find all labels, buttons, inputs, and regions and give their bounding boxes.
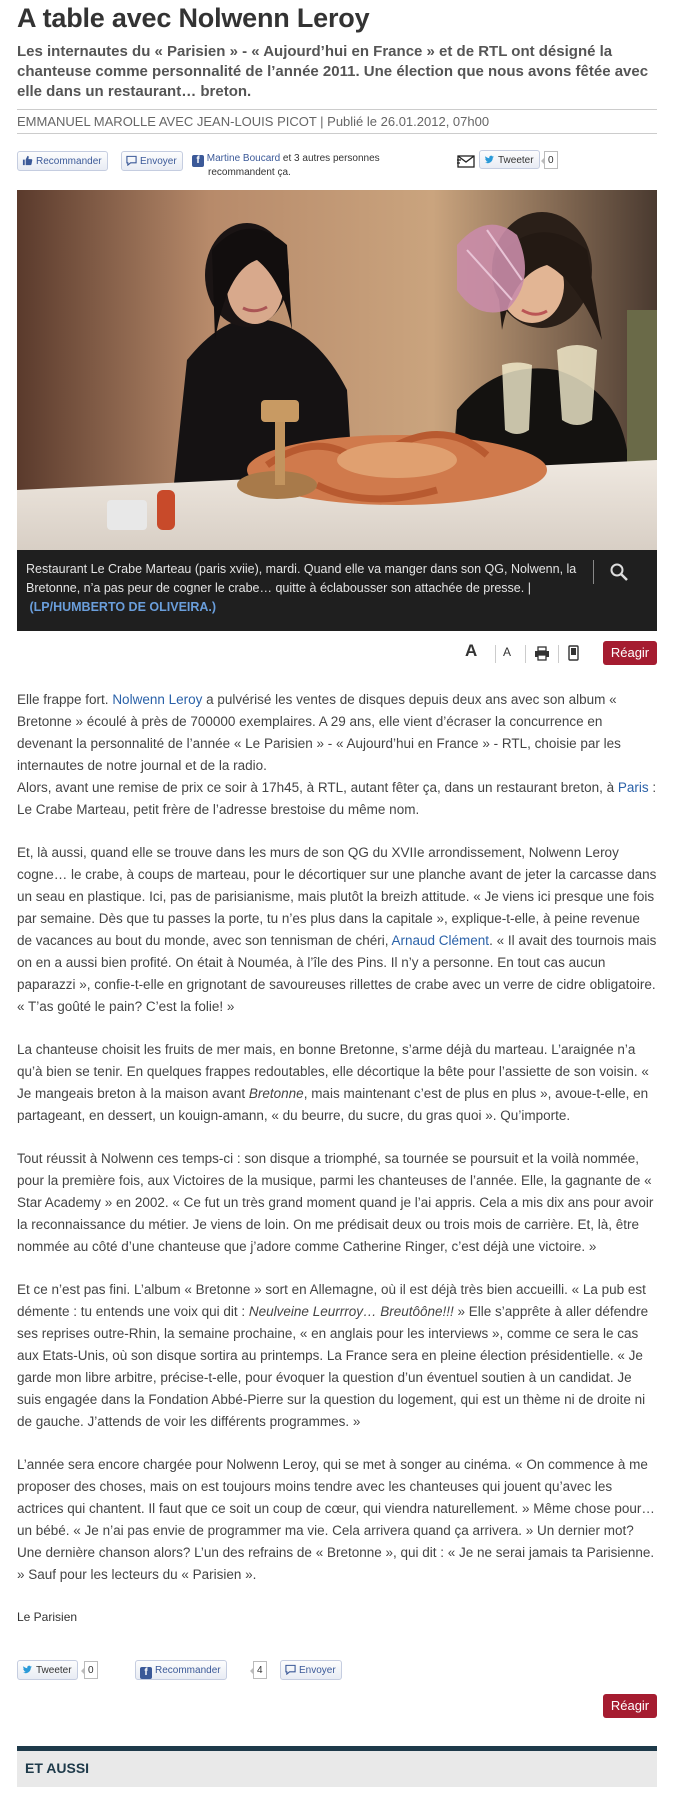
text-run: Et ce n’est pas fini. L’album « Bretonne » sort en Allemagne, où il est déjà très bien accueilli. « La pub est démente : tu entends une voix qui dit : xyxy=(17,1282,646,1319)
print-icon[interactable] xyxy=(534,646,550,661)
paragraph: L’année sera encore chargée pour Nolwenn Leroy, qui se met à songer au cinéma. « On commence à me proposer des choses, mais on est toujours moins tendre avec les chanteuses qui jouent qu’avec les actrices qui chantent. Il faut que ce soit un coup de cœur, qui viendra naturellement. » Même chose pour… un bébé. « Je n’ai pas envie de programmer ma vie. Cela arrivera quand ça arrivera. » Un dernier mot? Une dernière chanson alors? L’un des refrains de « Bretonne », qui dit : « Je ne serai jamais ta Parisienne. » Sauf pour les lecteurs du « Parisien ». xyxy=(17,1457,655,1582)
text-run: » Elle s’apprête à aller défendre ses reprises outre-Rhin, la semaine prochaine, « en anglais pour les interviews », comme ce sera le cas aux Etats-Unis, où son disque sortira au printemps. La France sera en pleine élection présidentielle. « Je garde mon libre arbitre, précise-t-elle, pour évoquer la question d’un éventuel soutien à un candidat. Je suis engagée dans la Fondation Abbé-Pierre sur la question du logement, qui est un thème ni de droite ni de gauche. J’attends de voir les différents programmes. » xyxy=(17,1304,649,1429)
zoom-icon[interactable] xyxy=(609,562,629,582)
send-button-bottom[interactable] xyxy=(280,1660,342,1680)
article-lead: Les internautes du « Parisien » - « Aujourd’hui en France » et de RTL ont désigné la chanteuse comme personnalité de l’année 2011. Une élection que nous avons fêtée avec elle dans un restaurant… breton. xyxy=(17,43,649,100)
photo-illustration xyxy=(17,190,657,550)
send-label: Envoyer xyxy=(299,1665,336,1676)
text-run: Alors, avant une remise de prix ce soir à 17h45, à RTL, autant fêter ça, dans un restaurant breton, à xyxy=(17,780,618,795)
text-run: La chanteuse choisit les fruits de mer mais, en bonne Bretonne, s’arme déjà du marteau. L’araignée n’a qu’à bien se tenir. En quelques frappes redoutables, elle décortique la bête pour l’assiette de son voisin. « Je mangeais breton à la maison avant xyxy=(17,1042,649,1101)
recommend-button-bottom[interactable] xyxy=(135,1660,227,1680)
article-page xyxy=(17,0,657,1787)
font-decrease-button[interactable]: A xyxy=(503,645,512,659)
paris-link[interactable]: Paris xyxy=(617,780,649,795)
font-increase-button[interactable]: A xyxy=(465,641,478,660)
send-button[interactable] xyxy=(121,151,183,171)
reagir-button-top[interactable]: Réagir xyxy=(603,641,657,665)
paragraph xyxy=(17,689,657,821)
paragraph xyxy=(17,1039,657,1127)
facebook-icon: f xyxy=(192,155,204,167)
tools-divider xyxy=(495,645,496,663)
text-run: : Le Crabe Marteau, petit frère de l’adresse brestoise du même nom. xyxy=(17,780,657,817)
article-tools xyxy=(17,631,657,667)
text-run: . « Il avait des tournois mais on en a aussi bien profité. On était à Nouméa, à l’île des Pins. Il n’y a personne. En tout cas aucun paparazzi », confie-t-elle en grignotant de savoureuses rillettes de crabe avec un verre de cidre obligatoire. « T’as goûté le pain? C’est la folie! » xyxy=(17,933,657,1014)
tweet-button-bottom[interactable] xyxy=(17,1660,78,1680)
text-run: Elle frappe fort. xyxy=(17,692,113,707)
tweet-label: Tweeter xyxy=(36,1665,72,1676)
album-title: Bretonne xyxy=(248,1086,304,1101)
mobile-icon[interactable] xyxy=(568,645,579,661)
twitter-bird-icon xyxy=(484,154,495,165)
twitter-bird-icon xyxy=(22,1664,33,1675)
article-photo[interactable] xyxy=(17,190,657,550)
recommend-count: 4 xyxy=(253,1661,267,1679)
recommend-label: Recommander xyxy=(155,1665,221,1676)
byline: EMMANUEL MAROLLE AVEC JEAN-LOUIS PICOT | Publié le 26.01.2012, 07h00 xyxy=(17,109,657,134)
facebook-social-line2: recommandent ça. xyxy=(208,167,291,178)
speech-bubble-icon xyxy=(126,155,137,166)
tools-divider xyxy=(525,645,526,663)
reagir-button-bottom[interactable]: Réagir xyxy=(603,1694,657,1718)
arnaud-clement-link[interactable]: Arnaud Clément xyxy=(391,933,490,948)
photo-credit: (LP/HUMBERTO DE OLIVEIRA.) xyxy=(29,600,217,614)
tweet-count: 0 xyxy=(544,151,558,169)
nolwenn-leroy-link[interactable]: Nolwenn Leroy xyxy=(112,692,203,707)
share-bar-top xyxy=(17,144,657,184)
tweet-count: 0 xyxy=(84,1661,98,1679)
email-icon[interactable] xyxy=(457,154,475,168)
recommend-label: Recommander xyxy=(36,156,102,167)
facebook-social-text xyxy=(192,153,380,179)
speech-bubble-icon xyxy=(285,1664,296,1675)
text-run: a pulvérisé les ventes de disques depuis deux ans avec son album « Bretonne » écoulé à près de 700000 exemplaires. A 29 ans, elle vient d’écraser la concurrence en devenant la personnalité de l’année « Le Parisien » - « Aujourd’hui en France » - RTL, choisie par les internautes de notre journal et de la radio. xyxy=(17,692,621,773)
text-run: Et, là aussi, quand elle se trouve dans les murs de son QG du XVIIe arrondissement, Nolwenn Leroy cogne… le crabe, à coups de marteau, pour le décortiquer sur une planche avant de jeter la carcasse dans un seau en plastique. Ici, pas de parisianisme, mais plutôt la breizh attitude. « Je viens ici presque une fois par semaine. Dès que tu passes la porte, tu n’es plus dans la capitale », explique-t-elle, à peine revenue de vacances au bout du monde, avec son tennisman de chéri, xyxy=(17,845,657,948)
article-body xyxy=(17,689,657,1586)
paragraph xyxy=(17,1279,657,1433)
tools-divider xyxy=(558,645,559,663)
quote-emphasis: Neulveine Leurrroy… Breutôône!!! xyxy=(248,1304,454,1319)
text-run: , mais maintenant c’est de plus en plus », avoue-t-elle, en partageant, en dessert, un kouign-amann, « du beurre, du sucre, du gras quoi ». Qu’importe. xyxy=(17,1086,649,1123)
caption-divider xyxy=(593,560,594,584)
article-source: Le Parisien xyxy=(17,1610,78,1624)
tweet-label: Tweeter xyxy=(498,155,534,166)
facebook-social-rest: et 3 autres personnes xyxy=(280,153,380,164)
thumbs-up-icon xyxy=(22,155,33,166)
article-title: A table avec Nolwenn Leroy xyxy=(17,3,370,33)
send-label: Envoyer xyxy=(140,156,177,167)
paragraph: Tout réussit à Nolwenn ces temps-ci : son disque a triomphé, sa tournée se poursuit et la voilà nommée, pour la première fois, aux Victoires de la musique, parmi les chanteuses de l’année. Elle, la gagnante de « Star Academy » en 2002. « Ce fut un très grand moment quand je l’ai appris. Cela a mis dix ans pour avoir la reconnaissance du métier. Je viens de loin. On me prédisait deux ou trois mois de carrière. Et, là, être nommée au côté d’une chanteuse que j’adore comme Catherine Ringer, c’est déjà une victoire. » xyxy=(17,1151,654,1254)
facebook-icon: f xyxy=(140,1667,152,1679)
related-section-header: ET AUSSI xyxy=(17,1746,657,1787)
recommend-button[interactable] xyxy=(17,151,108,171)
facebook-friend-link[interactable]: Martine Boucard xyxy=(206,153,281,164)
photo-caption xyxy=(17,550,657,631)
caption-text: Restaurant Le Crabe Marteau (paris xviie), mardi. Quand elle va manger dans son QG, Nolwenn, la Bretonne, n’a pas peur de cogner le crabe… quitte à éclabousser son attachée de presse. | xyxy=(26,562,577,595)
paragraph xyxy=(17,842,657,1018)
share-bar-bottom xyxy=(17,1640,657,1730)
tweet-button[interactable] xyxy=(479,150,540,169)
